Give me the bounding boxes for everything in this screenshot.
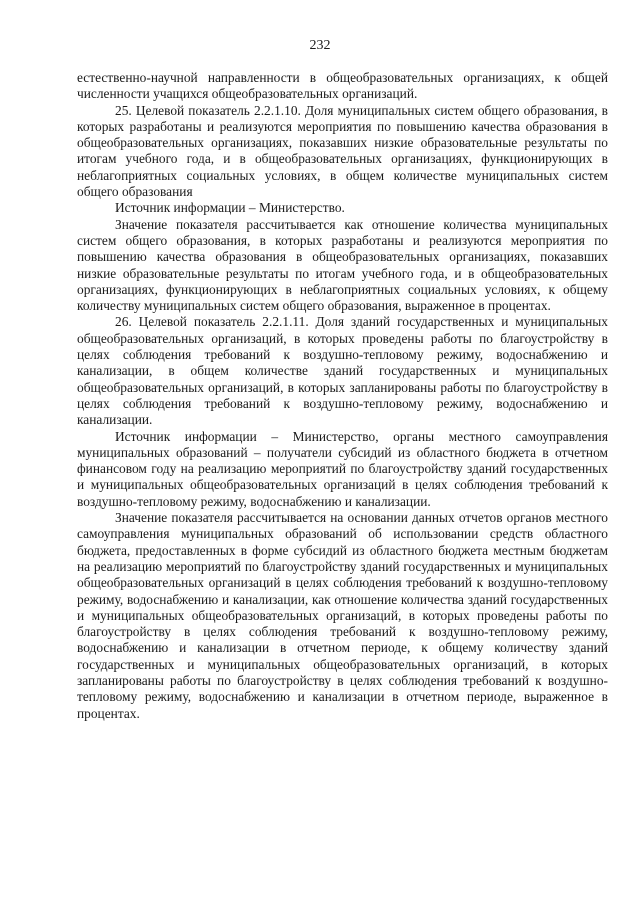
paragraph-source-25: Источник информации – Министерство. bbox=[115, 200, 345, 216]
paragraph-calculation-26: Значение показателя рассчитывается на основании данных отчетов органов местного самоуправления муниципальных образований об использовании средств областного бюджета, предоставленных в форме субсидий из областного бюджета местным бюджетам на реализацию мероприятий по благоустройству зданий государственных и муниципальных общеобразовательных организаций в целях соблюдения требований к воздушно-тепловому режиму, водоснабжению и канализации, как отношение количества зданий государственных и муниципальных общеобразовательных организаций, в которых проведены работы по благоустройству в целях соблюдения требований к воздушно-тепловому режиму, водоснабжению и канализации в отчетном периоде, к общему количеству зданий государственных и муниципальных общеобразовательных организаций, в которых запланированы работы по благоустройству в целях соблюдения требований к воздушно-тепловому режиму, водоснабжению и канализации в отчетном периоде, выраженное в процентах. bbox=[77, 510, 608, 721]
page-number: 232 bbox=[309, 38, 331, 53]
paragraph-source-26: Источник информации – Министерство, органы местного самоуправления муниципальных образований – получатели субсидий из областного бюджета в отчетном финансовом году на реализацию мероприятий по благоустройству зданий государственных и муниципальных общеобразовательных организаций в целях соблюдения требований к воздушно-тепловому режиму, водоснабжению и канализации. bbox=[77, 428, 608, 509]
paragraph-calculation-25: Значение показателя рассчитывается как отношение количества муниципальных систем общего образования, в которых разработаны и реализуются мероприятия по повышению качества образования в общеобразовательных организациях, показавших низкие образовательные результаты по итогам учебного года, и в общеобразовательных организациях, функционирующих в неблагоприятных социальных условиях, к общему количеству муниципальных систем общего образования, выраженное в процентах. bbox=[77, 216, 608, 314]
paragraph-indicator-26: 26. Целевой показатель 2.2.1.11. Доля зданий государственных и муниципальных общеобразовательных организаций, в которых проведены работы по благоустройству в целях соблюдения требований к воздушно-тепловому режиму, водоснабжению и канализации, в общем количестве зданий государственных и муниципальных общеобразовательных организаций, в которых запланированы работы по благоустройству в целях соблюдения требований к воздушно-тепловому режиму, водоснабжению и канализации. bbox=[77, 314, 608, 428]
paragraph-continuation: естественно-научной направленности в общеобразовательных организациях, к общей численности учащихся общеобразовательных организаций. bbox=[77, 70, 608, 102]
document-body bbox=[77, 70, 608, 722]
paragraph-indicator-25: 25. Целевой показатель 2.2.1.10. Доля муниципальных систем общего образования, в которых разработаны и реализуются мероприятия по повышению качества образования в общеобразовательных организациях, показавших низкие образовательные результаты по итогам учебного года, и в общеобразовательных организациях, функционирующих в неблагоприятных социальных условиях, в общем количестве муниципальных систем общего образования bbox=[77, 102, 608, 200]
